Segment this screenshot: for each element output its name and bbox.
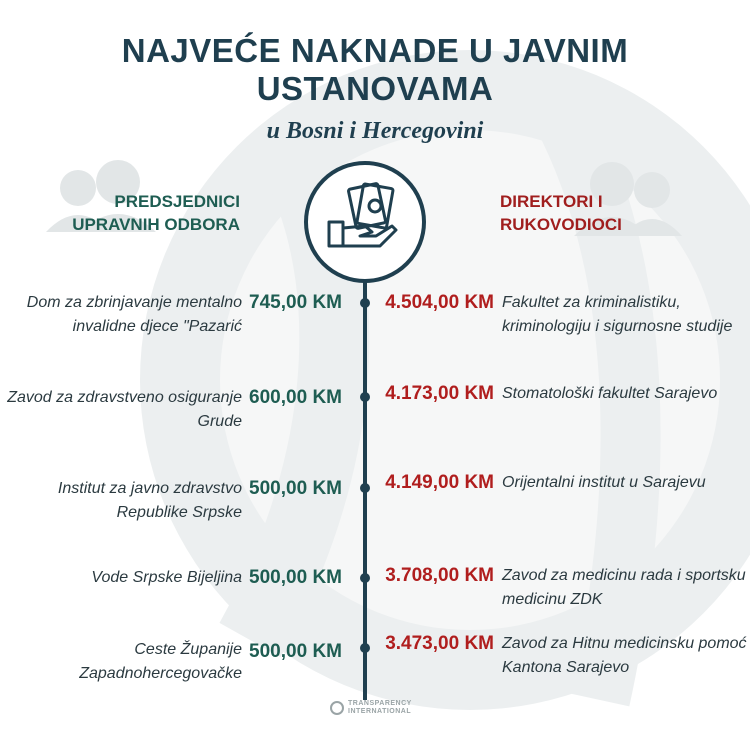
institution-line: Zavod za Hitnu medicinsku pomoć (502, 635, 747, 652)
left-institution (2, 386, 242, 434)
institution-line: Orijentalni institut u Sarajevu (502, 474, 706, 491)
right-institution (502, 564, 747, 612)
right-institution (502, 471, 747, 495)
left-institution (2, 638, 242, 686)
left-amount: 500,00 KM (249, 567, 342, 588)
institution-line: Kantona Sarajevo (502, 659, 630, 676)
left-column-header (72, 190, 240, 236)
institution-line: Stomatološki fakultet Sarajevo (502, 385, 718, 402)
left-amount: 500,00 KM (249, 641, 342, 662)
ti-logo-icon (330, 701, 344, 715)
right-amount: 3.708,00 KM (385, 565, 494, 586)
timeline-dot (360, 573, 370, 583)
left-header-line: PREDSJEDNICI (114, 192, 240, 211)
left-header-line: UPRAVNIH ODBORA (72, 215, 240, 234)
page-title-line1: NAJVEĆE NAKNADE U JAVNIM (121, 32, 629, 69)
institution-line: Republike Srpske (116, 504, 242, 521)
institution-line: Vode Srpske Bijeljina (91, 569, 242, 586)
institution-line: Zavod za medicinu rada i sportsku (502, 567, 746, 584)
transparency-international-logo (330, 700, 412, 716)
institution-line: Zapadnohercegovačke (79, 665, 242, 682)
right-amount: 4.173,00 KM (385, 383, 494, 404)
left-institution (2, 291, 242, 339)
institution-line: kriminologiju i sigurnosne studije (502, 318, 733, 335)
institution-line: invalidne djece "Pazarić (72, 318, 242, 335)
right-amount: 4.149,00 KM (385, 472, 494, 493)
institution-line: Dom za zbrinjavanje mentalno (26, 294, 242, 311)
page-title-line2: USTANOVAMA (256, 70, 494, 107)
money-hand-icon (306, 163, 424, 281)
institution-line: Institut za javno zdravstvo (57, 480, 242, 497)
right-institution (502, 291, 747, 339)
institution-line: medicinu ZDK (502, 591, 603, 608)
timeline-dot (360, 483, 370, 493)
left-institution (2, 566, 242, 590)
left-amount: 600,00 KM (249, 387, 342, 408)
timeline-dot (360, 298, 370, 308)
institution-line: Zavod za zdravstveno osiguranje (7, 389, 242, 406)
left-amount: 500,00 KM (249, 478, 342, 499)
right-amount: 4.504,00 KM (385, 292, 494, 313)
right-institution (502, 632, 747, 680)
logo-text: INTERNATIONAL (348, 708, 412, 715)
institution-line: Fakultet za kriminalistiku, (502, 294, 681, 311)
timeline-dot (360, 643, 370, 653)
right-header-line: RUKOVODIOCI (500, 215, 622, 234)
institution-line: Grude (197, 413, 242, 430)
institution-line: Ceste Županije (134, 641, 242, 658)
right-column-header (500, 190, 622, 236)
page-subtitle: u Bosni i Hercegovini (266, 118, 484, 144)
right-header-line: DIREKTORI I (500, 192, 603, 211)
logo-text: TRANSPARENCY (348, 700, 412, 707)
left-institution (2, 477, 242, 525)
left-amount: 745,00 KM (249, 292, 342, 313)
right-amount: 3.473,00 KM (385, 633, 494, 654)
timeline-dot (360, 392, 370, 402)
right-institution (502, 382, 747, 406)
